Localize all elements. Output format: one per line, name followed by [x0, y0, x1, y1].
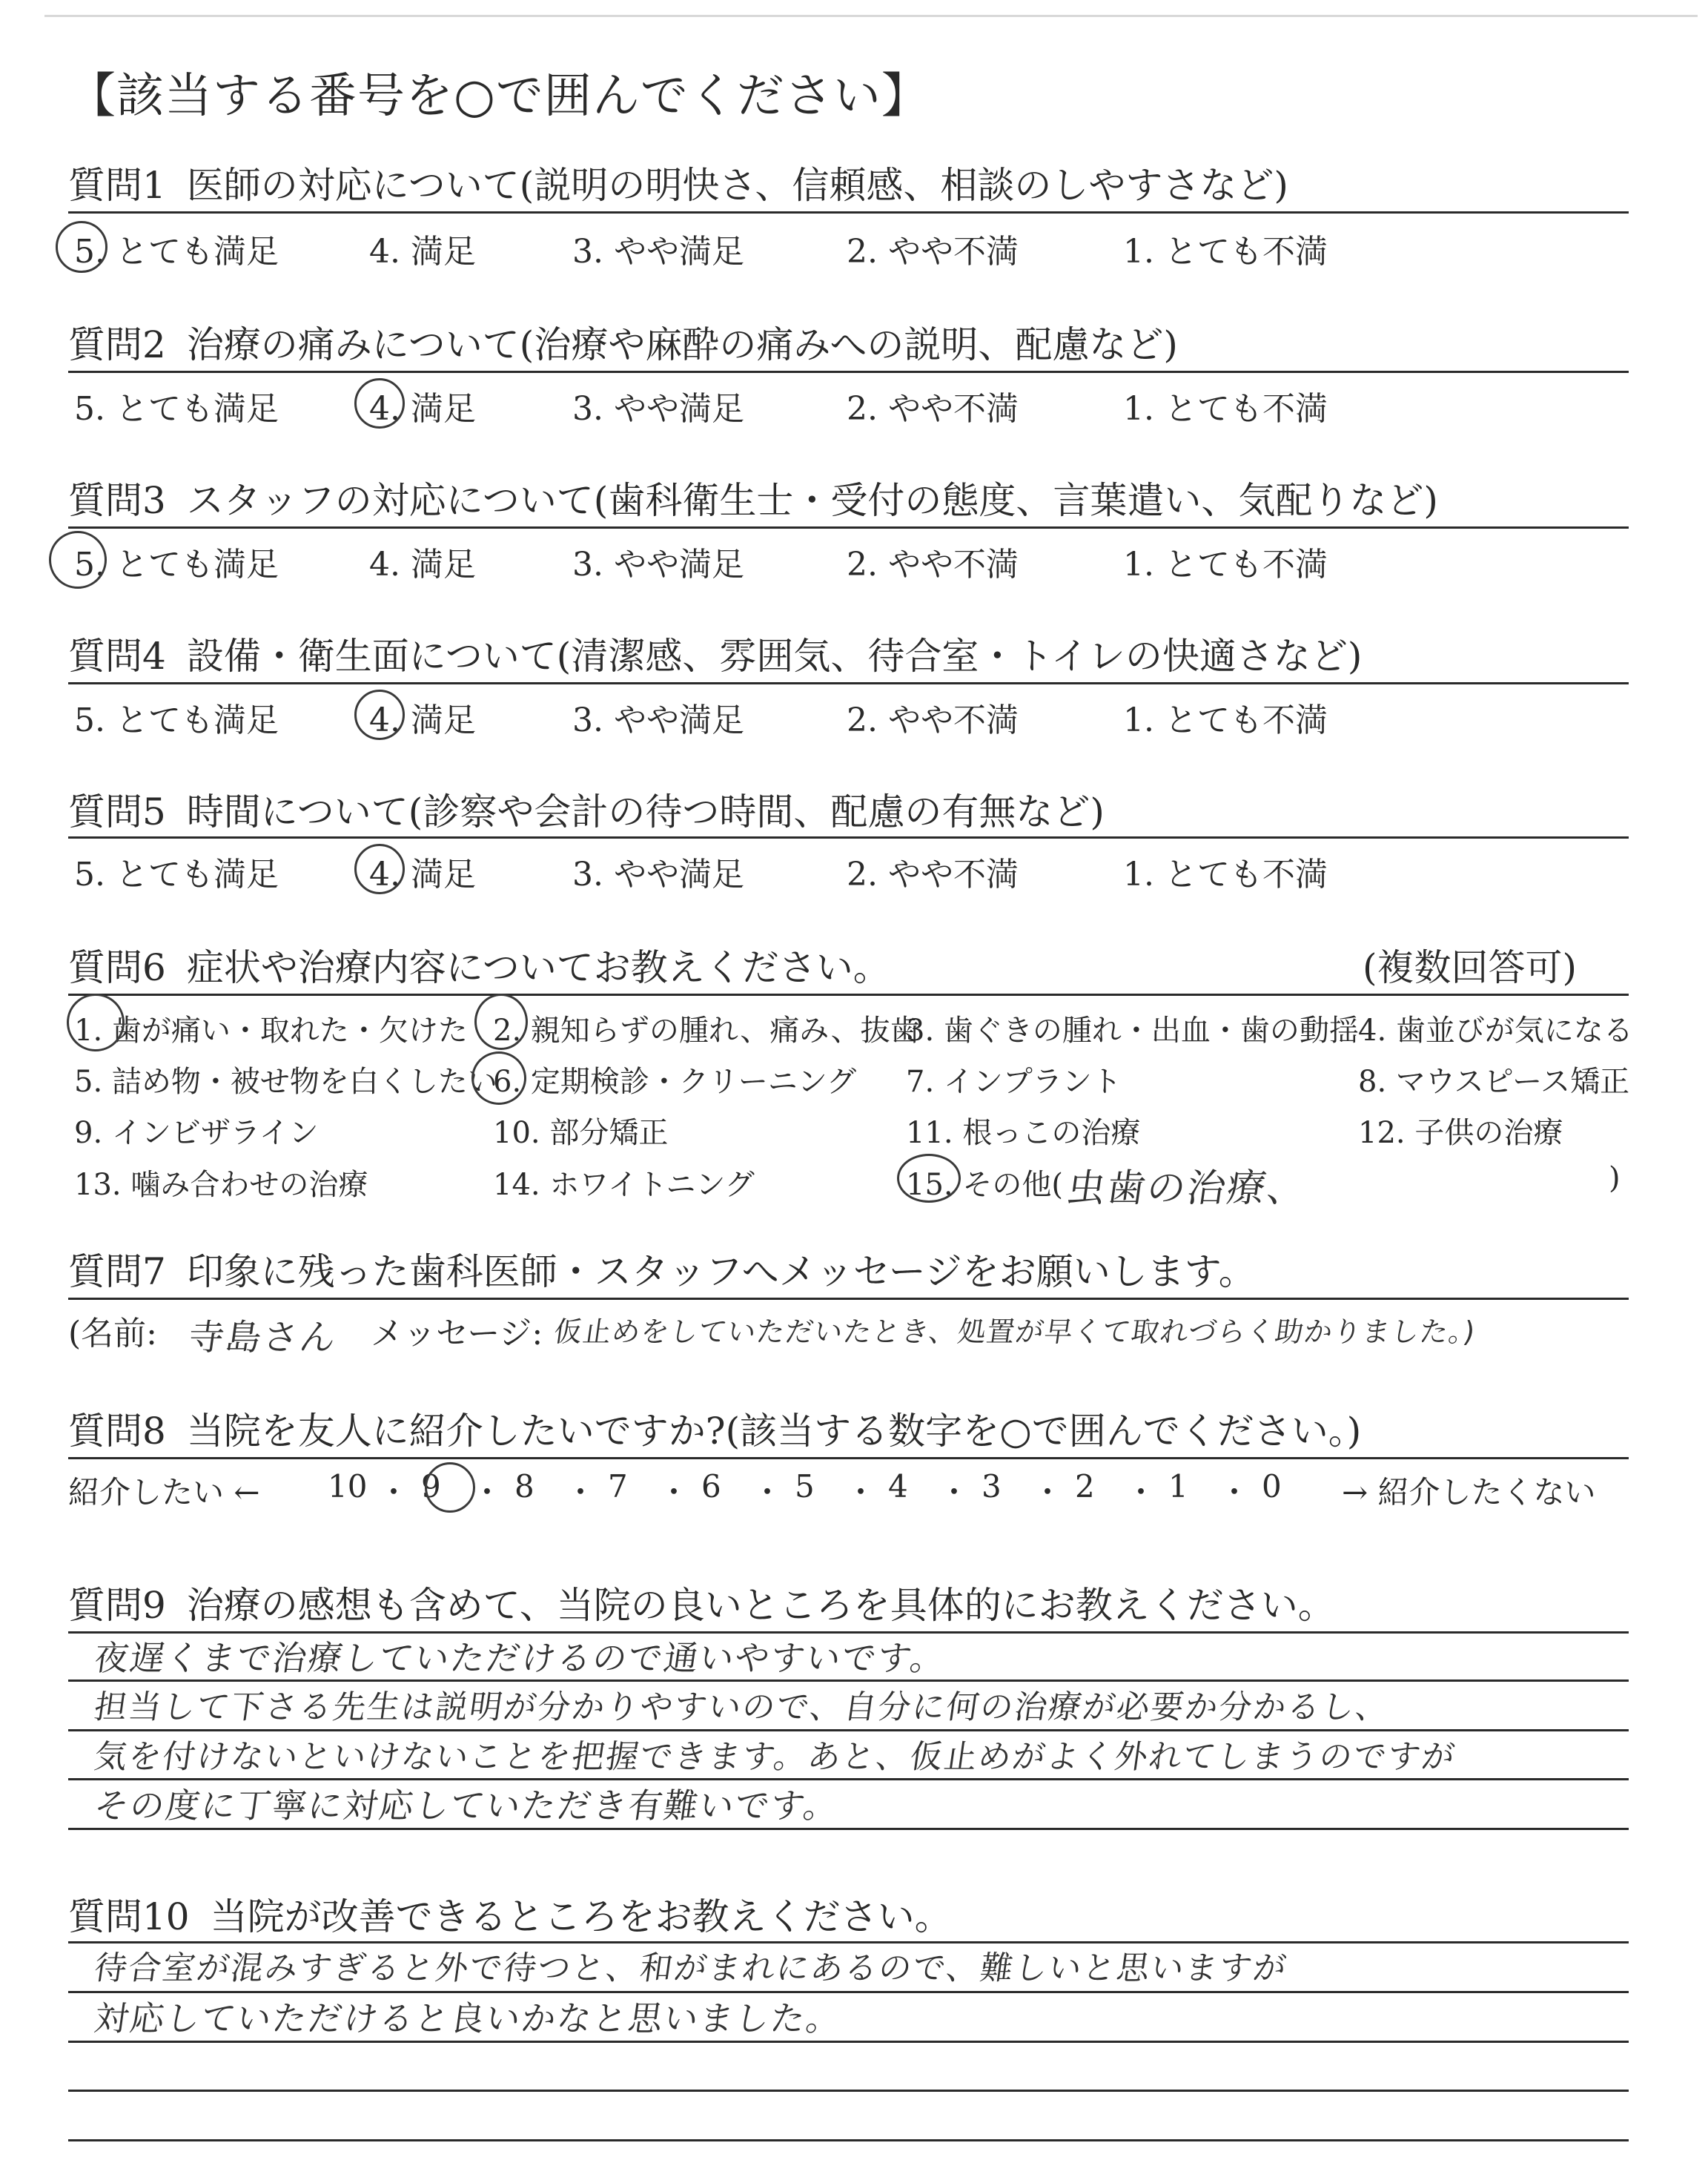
q1-selection-circle — [56, 221, 107, 273]
q4-option-4[interactable]: 4. 満足 — [369, 701, 476, 739]
q9-rule-5 — [68, 1828, 1629, 1830]
q4-selection-circle — [354, 690, 405, 740]
q1-heading — [68, 156, 1288, 209]
q8-scale-value[interactable]: 7 — [608, 1468, 628, 1505]
q5-option-4[interactable]: 4. 満足 — [369, 856, 476, 894]
q6-selection-circle-2 — [474, 994, 528, 1050]
q8-scale-separator: ・ — [471, 1474, 503, 1510]
q6-selection-circle-6 — [471, 1051, 526, 1105]
q6-option-10[interactable]: 10. 部分矯正 — [493, 1116, 669, 1150]
q3-option-2[interactable]: 2. やや不満 — [847, 546, 1019, 584]
q2-heading — [68, 315, 1178, 369]
q1-option-4[interactable]: 4. 満足 — [369, 233, 476, 271]
q6-multiple-note: (複数回答可) — [1363, 946, 1578, 989]
q6-option-5[interactable]: 5. 詰め物・被せ物を白くしたい — [74, 1065, 497, 1099]
q8-right-label: → 紹介したくない — [1342, 1474, 1596, 1510]
q5-option-3[interactable]: 3. やや満足 — [572, 856, 744, 894]
q3-rule — [68, 526, 1629, 529]
q9-answer-line-2[interactable]: 担当して下さる先生は説明が分かりやすいので、自分に何の治療が必要か分かるし、 — [91, 1688, 1393, 1726]
q3-option-5[interactable]: 5. とても満足 — [74, 546, 279, 584]
q5-rule — [68, 836, 1629, 839]
q8-scale-separator: ・ — [378, 1474, 410, 1510]
q8-label: 質問8 — [68, 1410, 166, 1453]
q8-scale-separator: ・ — [565, 1474, 597, 1510]
q10-rule-4 — [68, 2090, 1629, 2092]
q8-scale-value[interactable]: 2 — [1075, 1468, 1095, 1505]
q3-heading — [68, 471, 1438, 524]
q2-option-4[interactable]: 4. 満足 — [369, 390, 476, 428]
q8-scale-value[interactable]: 4 — [888, 1468, 908, 1505]
q2-selection-circle — [354, 378, 405, 429]
q6-heading — [68, 938, 890, 991]
q8-scale-separator: ・ — [939, 1474, 970, 1510]
q4-text: 設備・衛生面について(清潔感、雰囲気、待合室・トイレの快適さなど) — [186, 635, 1363, 678]
q5-selection-circle — [354, 844, 405, 894]
q4-heading — [68, 627, 1362, 680]
q10-rule-3 — [68, 2041, 1629, 2043]
q3-option-3[interactable]: 3. やや満足 — [572, 546, 744, 584]
q4-option-2[interactable]: 2. やや不満 — [847, 701, 1019, 739]
q6-option-7[interactable]: 7. インプラント — [906, 1065, 1122, 1099]
q8-text: 当院を友人に紹介したいですか?(該当する数字を○で囲んでください。) — [186, 1410, 1362, 1453]
q8-scale-value[interactable]: 6 — [701, 1468, 721, 1505]
q10-heading — [68, 1887, 952, 1941]
q8-scale-value[interactable]: 0 — [1262, 1468, 1282, 1505]
q8-left-label: 紹介したい ← — [68, 1474, 260, 1510]
q8-scale-value[interactable]: 10 — [328, 1468, 368, 1505]
q7-rule — [68, 1298, 1629, 1300]
q4-label: 質問4 — [68, 635, 166, 678]
q6-option-15[interactable]: 15. その他( — [906, 1168, 1063, 1202]
q1-text: 医師の対応について(説明の明快さ、信頼感、相談のしやすさなど) — [186, 164, 1288, 207]
q5-heading — [68, 782, 1105, 836]
q8-scale-separator: ・ — [658, 1474, 690, 1510]
q1-label: 質問1 — [68, 164, 166, 207]
q9-answer-line-1[interactable]: 夜遅くまで治療していただけるので通いやすいです。 — [91, 1638, 949, 1678]
q7-heading — [68, 1242, 1256, 1295]
q5-option-1[interactable]: 1. とても不満 — [1123, 856, 1328, 894]
q6-option-14[interactable]: 14. ホワイトニング — [493, 1168, 755, 1202]
q6-option-12[interactable]: 12. 子供の治療 — [1358, 1116, 1563, 1150]
q5-label: 質問5 — [68, 790, 166, 833]
q1-option-3[interactable]: 3. やや満足 — [572, 233, 744, 271]
q6-other-answer: 虫歯の治療、 — [1064, 1166, 1311, 1211]
q5-text: 時間について(診察や会計の待つ時間、配慮の有無など) — [186, 790, 1105, 833]
q2-option-5[interactable]: 5. とても満足 — [74, 390, 279, 428]
q2-option-3[interactable]: 3. やや満足 — [572, 390, 744, 428]
q6-text: 症状や治療内容についてお教えください。 — [186, 946, 890, 989]
q10-label: 質問10 — [68, 1895, 190, 1938]
q3-option-1[interactable]: 1. とても不満 — [1123, 546, 1328, 584]
q5-option-2[interactable]: 2. やや不満 — [847, 856, 1019, 894]
q8-scale-separator: ・ — [752, 1474, 784, 1510]
q6-option-1[interactable]: 1. 歯が痛い・取れた・欠けた — [74, 1014, 468, 1048]
q8-scale-value[interactable]: 1 — [1168, 1468, 1188, 1505]
q10-answer-line-1[interactable]: 待合室が混みすぎると外で待つと、和がまれにあるので、難しいと思いますが — [91, 1949, 1291, 1987]
q8-scale-separator: ・ — [845, 1474, 877, 1510]
q1-option-5[interactable]: 5. とても満足 — [74, 233, 279, 271]
q6-selection-circle-15 — [897, 1154, 961, 1203]
q10-text: 当院が改善できるところをお教えください。 — [210, 1895, 952, 1938]
q7-message-label: メッセージ: — [371, 1315, 543, 1353]
q4-option-1[interactable]: 1. とても不満 — [1123, 701, 1328, 739]
q8-scale-value[interactable]: 9 — [421, 1468, 441, 1505]
q3-selection-circle — [49, 531, 107, 589]
page-title: 【該当する番号を○で囲んでください】 — [68, 69, 930, 124]
q6-option-4[interactable]: 4. 歯並びが気になる — [1358, 1014, 1633, 1048]
q4-option-5[interactable]: 5. とても満足 — [74, 701, 279, 739]
q7-text: 印象に残った歯科医師・スタッフへメッセージをお願いします。 — [186, 1250, 1256, 1293]
q8-scale-separator: ・ — [1032, 1474, 1064, 1510]
q8-scale-separator: ・ — [1219, 1474, 1251, 1510]
q7-name-value[interactable]: 寺島さん — [185, 1317, 340, 1358]
q8-scale-value[interactable]: 3 — [982, 1468, 1002, 1505]
q7-label: 質問7 — [68, 1250, 166, 1293]
q8-scale-value[interactable]: 5 — [795, 1468, 815, 1505]
q3-option-4[interactable]: 4. 満足 — [369, 546, 476, 584]
q4-option-3[interactable]: 3. やや満足 — [572, 701, 744, 739]
q6-option-3[interactable]: 3. 歯ぐきの腫れ・出血・歯の動揺 — [906, 1014, 1359, 1048]
q6-rule — [68, 994, 1629, 996]
q10-answer-line-2[interactable]: 対応していただけると良いかなと思いました。 — [91, 1998, 845, 2038]
q2-text: 治療の痛みについて(治療や麻酔の痛みへの説明、配慮など) — [186, 323, 1178, 366]
q6-option-6[interactable]: 6. 定期検診・クリーニング — [493, 1065, 857, 1099]
q4-rule — [68, 682, 1629, 684]
q2-rule — [68, 371, 1629, 373]
q6-selection-circle-1 — [67, 994, 125, 1051]
q8-scale-separator: ・ — [1125, 1474, 1157, 1510]
q8-rule — [68, 1457, 1629, 1459]
q9-answer-line-4[interactable]: その度に丁寧に対応していただき有難いです。 — [91, 1786, 842, 1826]
q9-label: 質問9 — [68, 1584, 166, 1627]
q6-option-2[interactable]: 2. 親知らずの腫れ、痛み、抜歯 — [493, 1014, 920, 1048]
q8-selection-circle — [425, 1462, 475, 1513]
q9-answer-line-3[interactable]: 気を付けないといけないことを把握できます。あと、仮止めがよく外れてしまうのですが — [91, 1738, 1459, 1776]
top-border — [44, 15, 1698, 17]
q6-option-13[interactable]: 13. 噛み合わせの治療 — [74, 1168, 368, 1202]
q1-option-2[interactable]: 2. やや不満 — [847, 233, 1019, 271]
q8-heading — [68, 1401, 1361, 1455]
q1-option-1[interactable]: 1. とても不満 — [1123, 233, 1328, 271]
q1-rule — [68, 211, 1629, 214]
q7-name-label: (名前: — [68, 1315, 157, 1353]
q5-option-5[interactable]: 5. とても満足 — [74, 856, 279, 894]
q3-text: スタッフの対応について(歯科衛生士・受付の態度、言葉遣い、気配りなど) — [186, 479, 1438, 522]
q6-option-8[interactable]: 8. マウスピース矯正 — [1358, 1065, 1630, 1099]
q6-option-11[interactable]: 11. 根っこの治療 — [906, 1116, 1141, 1150]
q2-option-1[interactable]: 1. とても不満 — [1123, 390, 1328, 428]
q3-label: 質問3 — [68, 479, 166, 522]
q6-label: 質問6 — [68, 946, 166, 989]
q2-label: 質問2 — [68, 323, 166, 366]
q9-heading — [68, 1576, 1335, 1629]
q6-other-close-paren: ) — [1609, 1161, 1621, 1195]
q6-option-9[interactable]: 9. インビザライン — [74, 1116, 319, 1150]
q8-scale-value[interactable]: 8 — [514, 1468, 534, 1505]
q10-rule-5 — [68, 2139, 1629, 2141]
q9-text: 治療の感想も含めて、当院の良いところを具体的にお教えください。 — [186, 1584, 1335, 1627]
q2-option-2[interactable]: 2. やや不満 — [847, 390, 1019, 428]
q7-message-value[interactable]: 仮止めをしていただいたとき、処置が早くて取れづらく助かりました。) — [552, 1315, 1478, 1348]
